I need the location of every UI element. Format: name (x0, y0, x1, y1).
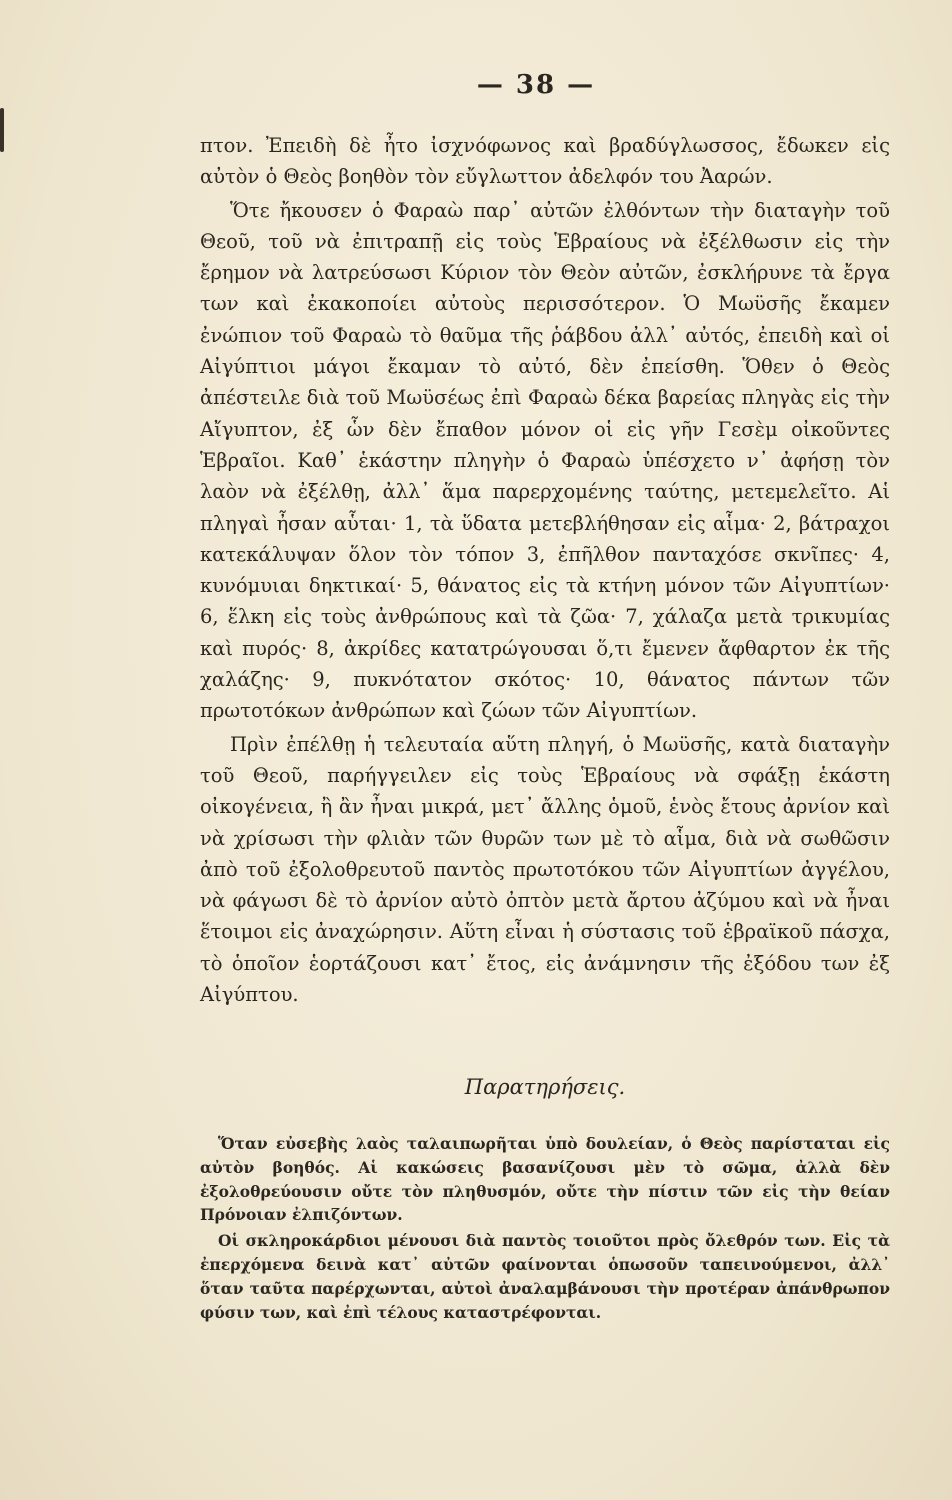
page-number: — 38 — (476, 70, 596, 100)
paragraph-plagues: Ὅτε ἤκουσεν ὁ Φαραὼ παρ᾽ αὐτῶν ἐλθόντων τὴν διαταγὴν τοῦ Θεοῦ, τοῦ νὰ ἐπιτραπῇ εἰς τοὺς Ἑβραίους νὰ ἐξέλθωσιν εἰς τὴν ἔρημον νὰ λατρεύσωσι Κύριον τὸν Θεὸν αὐτῶν, ἐσκλήρυνε τὰ ἔργα των καὶ ἐκακοποίει αὐτοὺς περισσότερον. Ὁ Μωϋσῆς ἔκαμεν ἐνώπιον τοῦ Φαραὼ τὸ θαῦμα τῆς ῥάβδου ἀλλ᾽ αὐτός, ἐπειδὴ καὶ οἱ Αἰγύπτιοι μάγοι ἔκαμαν τὸ αὐτό, δὲν ἐπείσθη. Ὅθεν ὁ Θεὸς ἀπέστειλε διὰ τοῦ Μωϋσέως ἐπὶ Φαραὼ δέκα βαρείας πληγὰς εἰς τὴν Αἴγυπτον, ἐξ ὧν δὲν ἔπαθον μόνον οἱ εἰς γῆν Γεσὲμ οἰκοῦντες Ἑβραῖοι. Καθ᾽ ἑκάστην πληγὴν ὁ Φαραὼ ὑπέσχετο ν᾽ ἀφήσῃ τὸν λαὸν νὰ ἐξέλθῃ, ἀλλ᾽ ἅμα παρερχομένης ταύτης, μετεμελεῖτο. Αἱ πληγαὶ ἦσαν αὗται· 1, τὰ ὕδατα μετεβλήθησαν εἰς αἷμα· 2, βάτραχοι κατεκάλυψαν ὅλον τὸν τόπον 3, ἐπῆλθον πανταχόσε σκνῖπες· 4, κυνόμυιαι δηκτικαί· 5, θάνατος εἰς τὰ κτήνη μόνον τῶν Αἰγυπτίων· 6, ἕλκη εἰς τοὺς ἀνθρώπους καὶ τὰ ζῶα· 7, χάλαζα μετὰ τρικυμίας καὶ πυρός· 8, ἀκρίδες κατατρώγουσαι ὅ,τι ἔμενεν ἄφθαρτον ἐκ τῆς χαλάζης· 9, πυκνότατον σκότος· 10, θάνατος πάντων τῶν πρωτοτόκων ἀνθρώπων καὶ ζώων τῶν Αἰγυπτίων. (200, 198, 890, 723)
notes-section (200, 1132, 890, 1324)
note-paragraph: Οἱ σκληροκάρδιοι μένουσι διὰ παντὸς τοιοῦτοι πρὸς ὄλεθρόν των. Εἰς τὰ ἐπερχόμενα δεινὰ κατ᾽ αὐτῶν φαίνονται ὁπωσοῦν ταπεινούμενοι, ἀλλ᾽ ὅταν ταῦτα παρέρχωνται, αὐτοὶ ἀναλαμβάνουσι τὴν προτέραν ἀπάνθρωπον φύσιν των, καὶ ἐπὶ τέλους καταστρέφονται. (200, 1231, 890, 1322)
main-text (200, 130, 890, 1010)
notes-heading: Παρατηρήσεις. (464, 1075, 626, 1099)
paragraph-continuation: πτον. Ἐπειδὴ δὲ ἦτο ἰσχνόφωνος καὶ βραδύγλωσσος, ἔδωκεν εἰς αὐτὸν ὁ Θεὸς βοηθὸν τὸν εὔγλωττον ἀδελφόν του Ἀαρών. (200, 134, 890, 189)
margin-ink-mark (0, 108, 4, 152)
paragraph-passover: Πρὶν ἐπέλθῃ ἡ τελευταία αὕτη πληγή, ὁ Μωϋσῆς, κατὰ διαταγὴν τοῦ Θεοῦ, παρήγγειλεν εἰς τοὺς Ἑβραίους νὰ σφάξῃ ἑκάστη οἰκογένεια, ἢ ἂν ἦναι μικρά, μετ᾽ ἄλλης ὁμοῦ, ἑνὸς ἔτους ἀρνίον καὶ νὰ χρίσωσι τὴν φλιὰν τῶν θυρῶν των μὲ τὸ αἷμα, διὰ νὰ σωθῶσιν ἀπὸ τοῦ ἐξολοθρευτοῦ παντὸς πρωτοτόκου τῶν Αἰγυπτίων ἀγγέλου, νὰ φάγωσι δὲ τὸ ἀρνίον αὐτὸ ὀπτὸν μετὰ ἄρτου ἀζύμου καὶ νὰ ἦναι ἕτοιμοι εἰς ἀναχώρησιν. Αὕτη εἶναι ἡ σύστασις τοῦ ἑβραϊκοῦ πάσχα, τὸ ὁποῖον ἑορτάζουσι κατ᾽ ἔτος, εἰς ἀνάμνησιν τῆς ἐξόδου των ἐξ Αἰγύπτου. (200, 732, 890, 1007)
note-paragraph: Ὅταν εὐσεβὴς λαὸς ταλαιπωρῆται ὑπὸ δουλείαν, ὁ Θεὸς παρίσταται εἰς αὐτὸν βοηθός. Αἱ κακώσεις βασανίζουσι μὲν τὸ σῶμα, ἀλλὰ δὲν ἐξολοθρεύουσιν οὔτε τὸν πληθυσμόν, οὔτε τὴν πίστιν τῶν εἰς τὴν θείαν Πρόνοιαν ἐλπιζόντων. (200, 1134, 890, 1225)
